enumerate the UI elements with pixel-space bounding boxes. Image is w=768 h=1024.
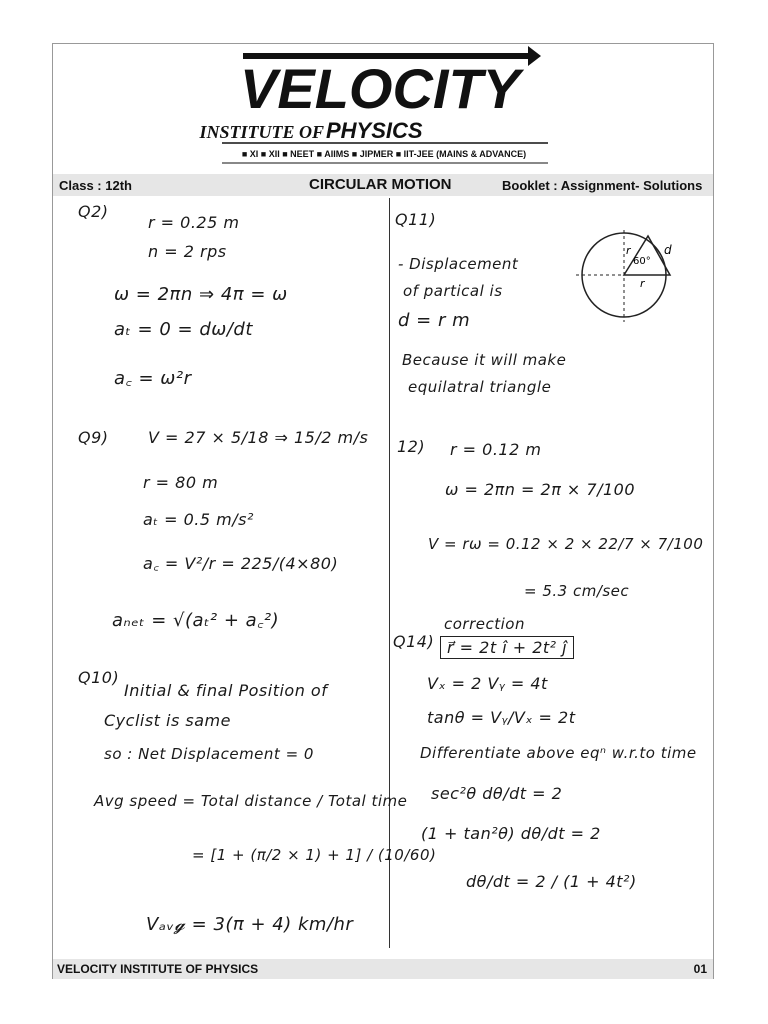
page-header <box>53 174 713 196</box>
logo-tagline: ■ XI ■ XII ■ NEET ■ AIIMS ■ JIPMER ■ IIT-JEE (MAINS & ADVANCE) <box>241 149 527 159</box>
q9-line-at: aₜ = 0.5 m/s² <box>143 510 254 529</box>
q12-line-v: V = rω = 0.12 × 2 × 22/7 × 7/100 <box>428 535 704 553</box>
q11-line-1: - Displacement <box>398 255 519 273</box>
q11-line-3: Because it will make <box>402 351 567 369</box>
logo-subtitle-main: PHYSICS <box>326 118 423 143</box>
q10-line-calc: = [1 + (π/2 × 1) + 1] / (10/60) <box>192 846 437 864</box>
q10-line-avg: Avg speed = Total distance / Total time <box>94 792 408 810</box>
q14-line-velocity: Vₓ = 2 Vᵧ = 4t <box>427 674 548 693</box>
q11-line-4: equilatral triangle <box>408 378 552 396</box>
topic-title: CIRCULAR MOTION <box>309 176 452 193</box>
page-footer <box>53 959 713 979</box>
q14-line-result: dθ/dt = 2 / (1 + 4t²) <box>466 872 637 891</box>
logo-title: VELOCITY <box>239 57 521 120</box>
q10-line-1: Initial & final Position of <box>124 681 328 700</box>
q14-line-tan: tanθ = Vᵧ/Vₓ = 2t <box>427 708 576 727</box>
q9-line-v: V = 27 × 5/18 ⇒ 15/2 m/s <box>148 428 369 447</box>
triangle-circle-diagram <box>572 226 682 326</box>
q12-line-r: r = 0.12 m <box>450 440 542 459</box>
q10-line-result: Vₐᵥ𝓰 = 3(π + 4) km/hr <box>146 914 354 935</box>
footer-institute: VELOCITY INSTITUTE OF PHYSICS <box>57 962 259 976</box>
q2-line-r: r = 0.25 m <box>148 213 240 232</box>
q12-label: 12) <box>397 437 426 456</box>
q2-line-ac: a꜀ = ω²r <box>114 368 192 389</box>
q11-line-d: d = r m <box>398 310 471 331</box>
figure-angle: 60° <box>633 256 651 267</box>
figure-r1: r <box>626 244 631 257</box>
column-divider <box>389 198 390 948</box>
class-label: Class : 12th <box>59 178 132 193</box>
q14-line-tan2: (1 + tan²θ) dθ/dt = 2 <box>421 824 601 843</box>
figure-d: d <box>664 243 672 257</box>
q12-line-omega: ω = 2πn = 2π × 7/100 <box>445 480 636 499</box>
q14-label: Q14) <box>393 632 435 651</box>
q9-line-r: r = 80 m <box>143 473 219 492</box>
q14-line-diff: Differentiate above eqⁿ w.r.to time <box>420 744 697 762</box>
logo-subtitle-pre: INSTITUTE OF <box>199 122 324 142</box>
q11-line-2: of partical is <box>403 282 503 300</box>
q14-position-vector: r⃗ = 2t î + 2t² ĵ <box>440 636 574 659</box>
q2-line-omega: ω = 2πn ⇒ 4π = ω <box>114 284 288 305</box>
q2-label: Q2) <box>78 202 109 221</box>
q2-line-at: aₜ = 0 = dω/dt <box>114 319 253 340</box>
q10-line-2: Cyclist is same <box>104 711 231 730</box>
velocity-logo <box>0 0 768 170</box>
booklet-label: Booklet : Assignment- Solutions <box>502 178 703 193</box>
q2-line-n: n = 2 rps <box>148 242 227 261</box>
q14-correction: correction <box>444 615 525 633</box>
q9-line-anet: aₙₑₜ = √(aₜ² + a꜀²) <box>112 610 280 631</box>
q14-line-sec: sec²θ dθ/dt = 2 <box>431 784 563 803</box>
q9-line-ac: a꜀ = V²/r = 225/(4×80) <box>143 554 339 573</box>
page-number: 01 <box>693 962 707 976</box>
q12-line-result: = 5.3 cm/sec <box>524 582 630 600</box>
q10-label: Q10) <box>78 668 120 687</box>
figure-r2: r <box>640 277 645 290</box>
q9-label: Q9) <box>78 428 109 447</box>
q10-line-3: so : Net Displacement = 0 <box>104 745 314 763</box>
q11-label: Q11) <box>395 210 437 229</box>
